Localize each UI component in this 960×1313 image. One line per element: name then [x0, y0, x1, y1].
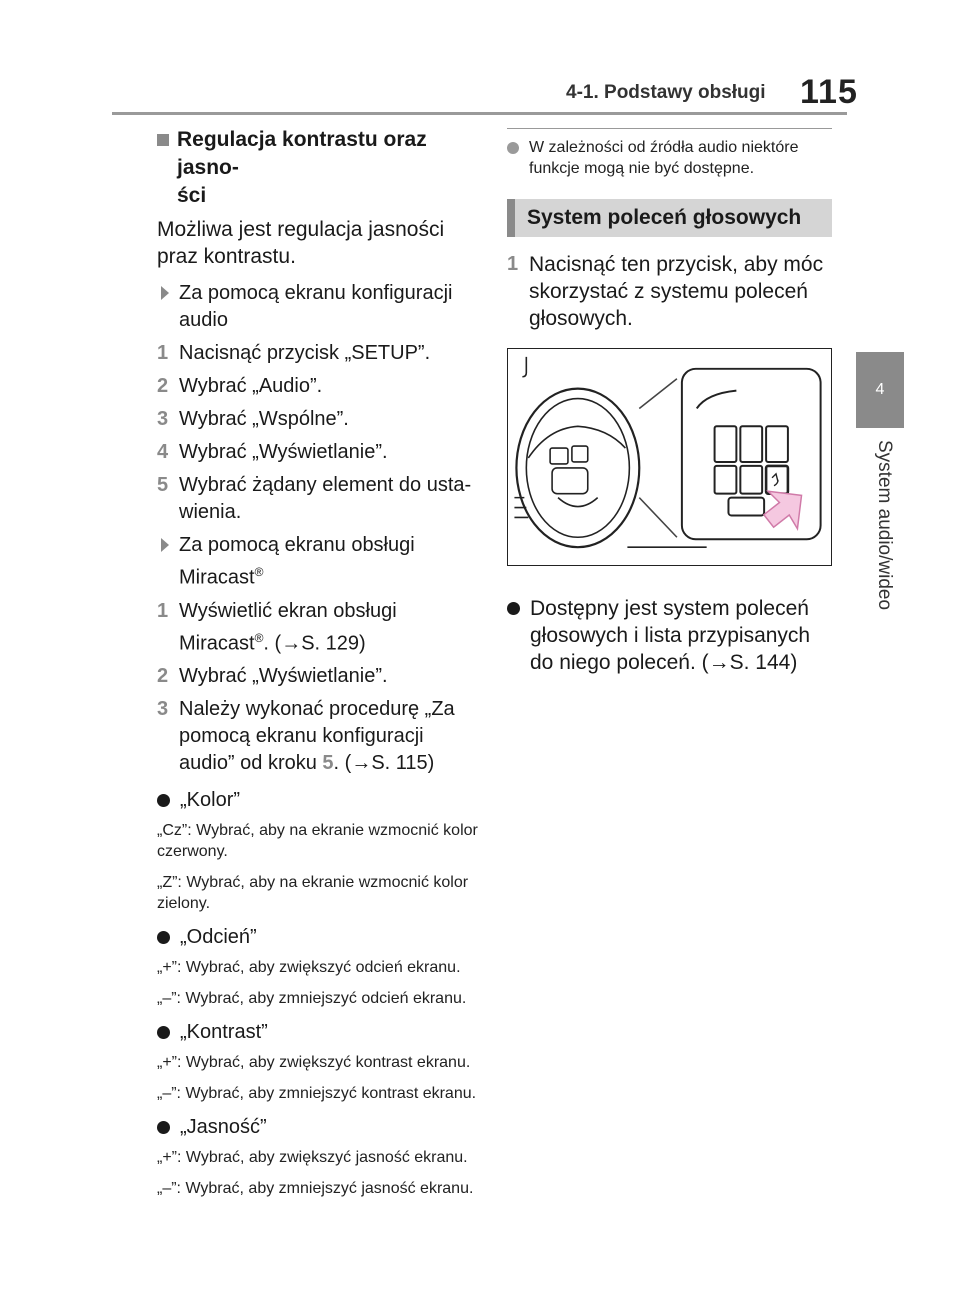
- heading-text: Regulacja kontrastu oraz jasno- ści: [177, 128, 427, 207]
- bullet-dot-icon: [157, 1121, 170, 1134]
- subsection-miracast: [157, 532, 482, 592]
- step-item: [157, 472, 482, 526]
- step-number: 3: [157, 408, 169, 430]
- triangle-bullet-icon: [161, 286, 169, 300]
- step-text: Należy wykonać procedurę „Za pomocą ekranu konfiguracji audio” od kroku 5. (→S. 115): [179, 698, 455, 775]
- step-item: [157, 598, 482, 658]
- step-text: Wybrać „Audio”.: [179, 375, 323, 397]
- note-divider: [507, 128, 832, 129]
- left-column: [157, 126, 482, 1209]
- note-item: [507, 137, 832, 179]
- option-description: „–”: Wybrać, aby zmniejszyć kontrast ekranu.: [157, 1085, 477, 1103]
- option-description: „Z”: Wybrać, aby na ekranie wzmocnić kolor zielony.: [157, 874, 469, 913]
- option-description: „–”: Wybrać, aby zmniejszyć odcień ekranu.: [157, 990, 467, 1008]
- step-text: Wyświetlić ekran obsługi Miracast®. (→S. 129): [179, 599, 397, 655]
- steering-wheel-illustration: [507, 348, 832, 566]
- step-number: 1: [507, 253, 519, 275]
- option-odcien: „Odcień”: [157, 924, 482, 951]
- step-item: [157, 663, 482, 690]
- right-column: [507, 126, 832, 682]
- step-text: Wybrać „Wspólne”.: [179, 408, 349, 430]
- bullet-dot-icon: [157, 794, 170, 807]
- step-item: [157, 373, 482, 400]
- option-description: „+”: Wybrać, aby zwiększyć kontrast ekranu.: [157, 1054, 471, 1072]
- bullet-dot-icon: [507, 602, 520, 615]
- note-text: W zależności od źródła audio niektóre funkcje mogą nie być dostępne.: [529, 139, 799, 177]
- square-bullet-icon: [157, 134, 169, 146]
- step-text: Wybrać żądany element do usta- wienia.: [179, 474, 472, 523]
- option-kontrast: „Kontrast”: [157, 1019, 482, 1046]
- step-item: [157, 439, 482, 466]
- option-description: „+”: Wybrać, aby zwiększyć odcień ekranu.: [157, 959, 461, 977]
- step-text: Wybrać „Wyświetlanie”.: [179, 441, 388, 463]
- chapter-tab-number[interactable]: 4: [856, 352, 904, 428]
- step-number: 1: [157, 599, 169, 622]
- step-number: 1: [157, 342, 169, 364]
- step-text: Wybrać „Wyświetlanie”.: [179, 665, 388, 688]
- step-item: [507, 251, 832, 332]
- note-dot-icon: [507, 142, 519, 154]
- option-description: „Cz”: Wybrać, aby na ekranie wzmocnić kolor czerwony.: [157, 822, 478, 861]
- triangle-bullet-icon: [161, 538, 169, 552]
- step-item: [157, 696, 482, 777]
- option-description: „–”: Wybrać, aby zmniejszyć jasność ekranu.: [157, 1180, 474, 1198]
- subsection-text: Za pomocą ekranu obsługi Miracast®: [179, 534, 415, 589]
- subsection-audio-setup: [157, 280, 482, 334]
- step-text: Nacisnąć ten przycisk, aby móc skorzystać z systemu poleceń głosowych.: [529, 253, 824, 330]
- step-number: 4: [157, 441, 169, 463]
- step-number: 5: [157, 474, 169, 496]
- step-number: 2: [157, 665, 169, 688]
- option-kolor: „Kolor”: [157, 787, 482, 814]
- page-number: 115: [800, 73, 858, 111]
- intro-text: Możliwa jest regulacja jasności praz kontrastu.: [157, 218, 445, 268]
- option-description: „+”: Wybrać, aby zwiększyć jasność ekranu.: [157, 1149, 468, 1167]
- step-item: [157, 340, 482, 367]
- subsection-text: Za pomocą ekranu konfiguracji audio: [179, 282, 453, 331]
- header-divider: [112, 112, 847, 115]
- option-jasnosc: „Jasność”: [157, 1114, 482, 1141]
- chapter-tab-label: System audio/wideo: [874, 440, 895, 611]
- step-item: [157, 406, 482, 433]
- step-text: Nacisnąć przycisk „SETUP”.: [179, 342, 431, 364]
- section-heading-contrast: [157, 126, 482, 210]
- voice-info-text: Dostępny jest system poleceń głosowych i lista przypisanych do niego poleceń. (→S. 144): [530, 597, 811, 674]
- bullet-dot-icon: [157, 1026, 170, 1039]
- section-heading-voice: System poleceń głosowych: [507, 199, 832, 237]
- step-number: 3: [157, 698, 169, 721]
- bullet-dot-icon: [157, 931, 170, 944]
- voice-info-item: [507, 595, 832, 676]
- section-title: 4-1. Podstawy obsługi: [566, 82, 766, 103]
- step-number: 2: [157, 375, 169, 397]
